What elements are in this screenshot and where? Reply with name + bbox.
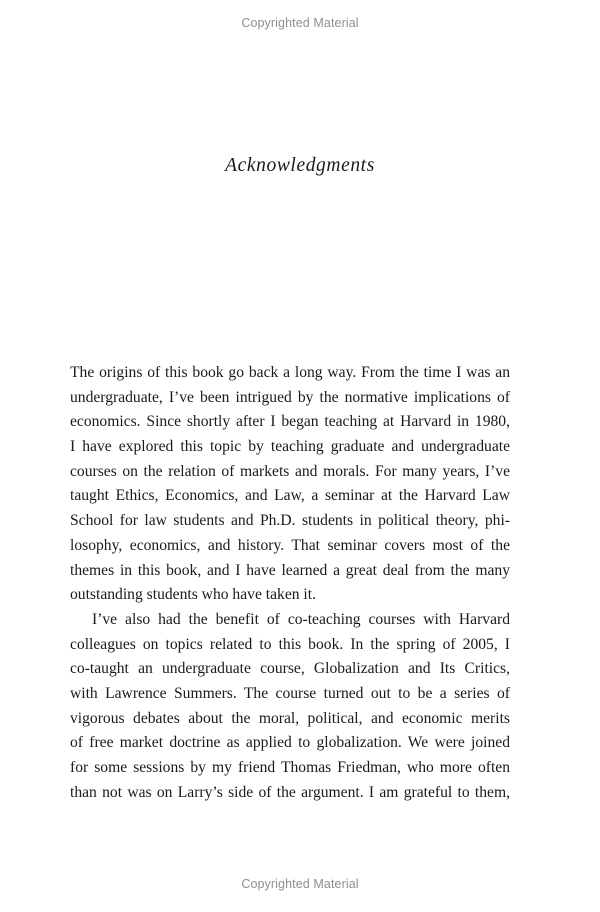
text-line: vigorous debates about the moral, political, and economic merits <box>70 709 510 727</box>
text-line: economics. Since shortly after I began teaching at Harvard in 1980, <box>70 413 510 431</box>
copyright-watermark-top: Copyrighted Material <box>241 16 359 30</box>
paragraph-1 <box>70 361 510 608</box>
copyright-watermark-bottom: Copyrighted Material <box>241 877 359 891</box>
text-line: co-taught an undergraduate course, Globalization and Its Critics, <box>70 660 510 678</box>
body-text <box>70 361 510 805</box>
text-line: with Lawrence Summers. The course turned out to be a series of <box>70 684 510 702</box>
text-line: losophy, economics, and history. That seminar covers most of the <box>70 536 510 554</box>
chapter-title: Acknowledgments <box>225 155 375 176</box>
text-line: courses on the relation of markets and morals. For many years, I’ve <box>70 462 510 480</box>
text-line: than not was on Larry’s side of the argument. I am grateful to them, <box>70 783 510 801</box>
text-line: I have explored this topic by teaching graduate and undergraduate <box>70 438 510 456</box>
text-line: themes in this book, and I have learned a great deal from the many <box>70 561 510 579</box>
paragraph-2 <box>70 608 510 806</box>
text-line: of free market doctrine as applied to globalization. We were joined <box>70 734 510 752</box>
text-line: colleagues on topics related to this book. In the spring of 2005, I <box>70 635 510 653</box>
text-line: outstanding students who have taken it. <box>70 586 316 604</box>
text-line: I’ve also had the benefit of co-teaching courses with Harvard <box>92 610 510 628</box>
text-line: The origins of this book go back a long way. From the time I was an <box>70 364 510 381</box>
text-line: taught Ethics, Economics, and Law, a seminar at the Harvard Law <box>70 487 510 505</box>
text-line: undergraduate, I’ve been intrigued by the normative implications of <box>70 388 510 406</box>
text-line: School for law students and Ph.D. students in political theory, phi- <box>70 512 510 530</box>
text-line: for some sessions by my friend Thomas Friedman, who more often <box>70 759 510 776</box>
